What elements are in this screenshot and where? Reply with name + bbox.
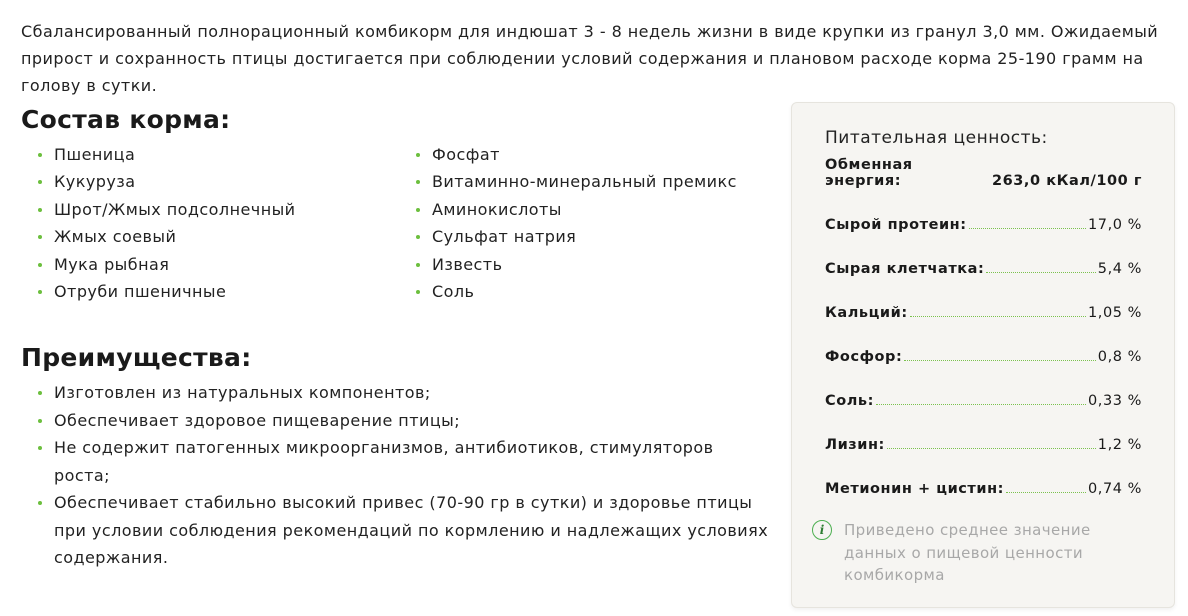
list-item: Мука рыбная bbox=[21, 251, 401, 278]
nutrition-label: Лизин: bbox=[825, 437, 885, 453]
dotted-leader bbox=[910, 316, 1086, 317]
advantages-heading: Преимущества: bbox=[21, 343, 252, 372]
nutrition-label: Фосфор: bbox=[825, 349, 903, 365]
nutrition-row-phosphorus bbox=[825, 343, 1142, 365]
list-item: Шрот/Жмых подсолнечный bbox=[21, 196, 401, 223]
nutrition-label: Соль: bbox=[825, 393, 874, 409]
advantages-list bbox=[21, 379, 781, 572]
nutrition-label: Кальций: bbox=[825, 305, 908, 321]
nutrition-value: 0,33 % bbox=[1088, 393, 1142, 409]
nutrition-note bbox=[812, 519, 1114, 587]
nutrition-value: 17,0 % bbox=[1088, 217, 1142, 233]
dotted-leader bbox=[969, 228, 1086, 229]
nutrition-value: 1,05 % bbox=[1088, 305, 1142, 321]
info-icon: i bbox=[812, 520, 832, 540]
nutrition-row-protein bbox=[825, 211, 1142, 233]
list-item: Кукуруза bbox=[21, 168, 401, 195]
composition-list-col1 bbox=[21, 141, 401, 305]
list-item: Соль bbox=[399, 278, 779, 305]
nutrition-panel bbox=[791, 102, 1175, 608]
list-item: Аминокислоты bbox=[399, 196, 779, 223]
nutrition-title: Питательная ценность: bbox=[825, 128, 1048, 148]
note-text: Приведено среднее значение данных о пищевой ценности комбикорма bbox=[844, 521, 1091, 584]
nutrition-row-calcium bbox=[825, 299, 1142, 321]
list-item: Обеспечивает здоровое пищеварение птицы; bbox=[21, 407, 781, 435]
composition-list-col2 bbox=[399, 141, 779, 305]
dotted-leader bbox=[986, 272, 1095, 273]
list-item: Изготовлен из натуральных компонентов; bbox=[21, 379, 781, 407]
nutrition-value: 0,74 % bbox=[1088, 481, 1142, 497]
nutrition-row-methionine bbox=[825, 475, 1142, 497]
list-item: Известь bbox=[399, 251, 779, 278]
dotted-leader bbox=[1006, 492, 1086, 493]
list-item: Обеспечивает стабильно высокий привес (70-90 гр в сутки) и здоровье птицы при условии соблюдения рекомендаций по кормлению и надлежащих условиях содержания. bbox=[21, 489, 781, 572]
nutrition-label: Сырой протеин: bbox=[825, 217, 967, 233]
list-item: Пшеница bbox=[21, 141, 401, 168]
list-item: Витаминно-минеральный премикс bbox=[399, 168, 779, 195]
nutrition-row-fiber bbox=[825, 255, 1142, 277]
nutrition-value: 5,4 % bbox=[1097, 261, 1142, 277]
dotted-leader bbox=[876, 404, 1086, 405]
nutrition-value: 263,0 кКал/100 г bbox=[992, 173, 1142, 189]
dotted-leader bbox=[904, 360, 1095, 361]
nutrition-label: Сырая клетчатка: bbox=[825, 261, 985, 277]
nutrition-value: 0,8 % bbox=[1097, 349, 1142, 365]
nutrition-value: 1,2 % bbox=[1097, 437, 1142, 453]
nutrition-row-salt bbox=[825, 387, 1142, 409]
product-description: Сбалансированный полнорационный комбикорм для индюшат 3 - 8 недель жизни в виде крупки из гранул 3,0 мм. Ожидаемый прирост и сохранность птицы достигается при соблюдении условий содержания и плановом расходе корма 25-190 грамм на голову в сутки. bbox=[21, 22, 1159, 95]
list-item: Фосфат bbox=[399, 141, 779, 168]
composition-heading: Состав корма: bbox=[21, 105, 231, 134]
nutrition-row-energy bbox=[825, 157, 1142, 189]
list-item: Сульфат натрия bbox=[399, 223, 779, 250]
list-item: Отруби пшеничные bbox=[21, 278, 401, 305]
list-item: Жмых соевый bbox=[21, 223, 401, 250]
dotted-leader bbox=[887, 448, 1096, 449]
list-item: Не содержит патогенных микроорганизмов, антибиотиков, стимуляторов роста; bbox=[21, 434, 781, 489]
nutrition-row-lysine bbox=[825, 431, 1142, 453]
nutrition-label: Метионин + цистин: bbox=[825, 481, 1005, 497]
nutrition-label: Обменная энергия: bbox=[825, 157, 913, 189]
